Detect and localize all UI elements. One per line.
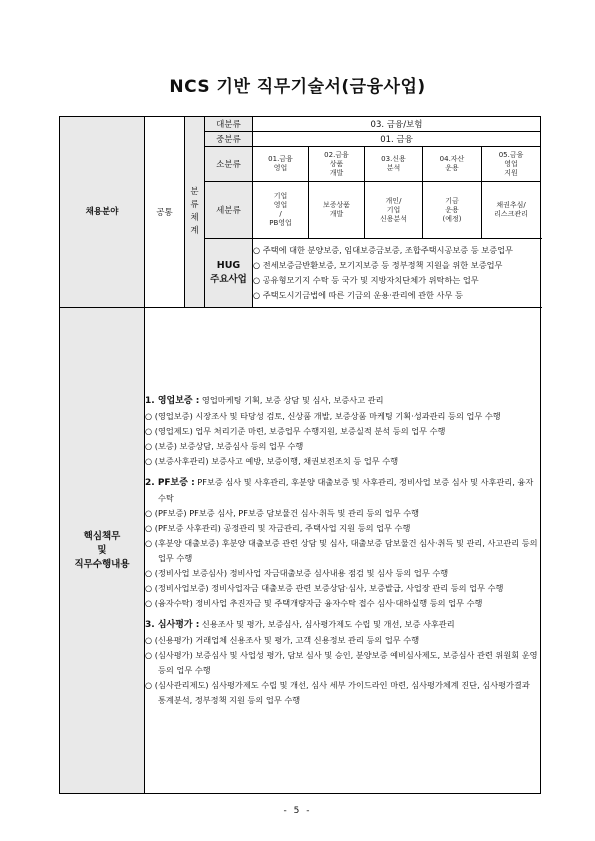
middle-value: 01. 금융: [253, 132, 541, 147]
page-number: - 5 -: [283, 806, 312, 816]
major-label: 대분류: [205, 117, 253, 132]
duty-section-desc: PF보증 심사 및 사후관리, 후분양 대출보증 및 사후관리, 정비사업 보증 심사 및 사후관리, 융자수탁: [158, 477, 534, 503]
job-description-table: [59, 116, 541, 794]
duty-item: ○ (정비사업보증) 정비사업자금 대출보증 관련 보증상담·심사, 보증발급, 사업장 관리 등의 업무 수행: [145, 583, 504, 593]
duty-section-heading: [145, 393, 540, 409]
duty-item: ○ (융자수탁) 정비사업 추진자금 및 주택개량자금 융자수탁 접수 심사·대하실행 등의 업무 수행: [145, 598, 483, 608]
duty-item: ○ (심사관리제도) 심사평가제도 수립 및 개선, 심사 세부 가이드라인 마련, 심사평가체계 진단, 심사평가결과 통계분석, 정부정책 지원 등의 업무 수행: [145, 680, 530, 705]
duties-label: 핵심책무 및 직무수행내용: [60, 308, 145, 794]
duty-section-title: 2. PF보증 :: [145, 478, 195, 488]
major-value: 03. 금융/보험: [253, 117, 541, 132]
minor-item: 01.금융 영업: [253, 147, 309, 182]
duty-item: ○ (PF보증) PF보증 심사, PF보증 담보물건 심사·취득 및 관리 등의 업무 수행: [145, 508, 420, 518]
duty-section-heading: [145, 617, 540, 633]
system-label-char: 체: [190, 213, 199, 223]
duty-item: ○ (심사평가) 보증심사 및 사업성 평가, 담보 심사 및 승인, 분양보증 예비심사제도, 보증심사 관련 위원회 운영 등의 업무 수행: [145, 650, 538, 675]
duty-section-desc: 신용조사 및 평가, 보증심사, 심사평가제도 수립 및 개선, 보증 사후관리: [199, 619, 455, 629]
duty-section-title: 1. 영업보증 :: [145, 396, 200, 406]
duty-item: ○ (영업제도) 업무 처리기준 마련, 보증업무 수행지원, 보증실적 분석 등의 업무 수행: [145, 426, 446, 436]
duty-item: ○ (보증) 보증상담, 보증심사 등의 업무 수행: [145, 441, 304, 451]
field-value: 공통: [145, 117, 185, 308]
detail-item: 개인/ 기업 신용분석: [365, 182, 423, 239]
system-label-char: 계: [190, 226, 199, 236]
duty-section-heading: [145, 475, 540, 506]
duty-section-desc: 영업마케팅 기획, 보증 상담 및 심사, 보증사고 관리: [199, 395, 384, 405]
detail-label: 세분류: [205, 182, 253, 239]
hug-label: HUG 주요사업: [205, 239, 253, 308]
hug-business-item: ○ 전세보증금반환보증, 모기지보증 등 정부정책 지원을 위한 보증업무: [253, 260, 503, 270]
minor-item: 02.금융 상품 개발: [309, 147, 365, 182]
detail-item: 기금 운용 (예정): [423, 182, 482, 239]
system-label-char: 분: [190, 187, 199, 197]
detail-item: 기업 영업 / PB영업: [253, 182, 309, 239]
middle-label: 중분류: [205, 132, 253, 147]
minor-label: 소분류: [205, 147, 253, 182]
page-title: NCS 기반 직무기술서(금융사업): [169, 77, 426, 97]
minor-item: 03.신용 분석: [365, 147, 423, 182]
recruit-field-label: 채용분야: [60, 117, 145, 308]
duties-content: [145, 308, 541, 794]
duty-item: ○ (보증사후관리) 보증사고 예방, 보증이행, 채권보전조치 등 업무 수행: [145, 456, 399, 466]
duty-item: ○ (신용평가) 거래업체 신용조사 및 평가, 고객 신용정보 관리 등의 업무 수행: [145, 635, 420, 645]
system-label-char: 류: [190, 200, 199, 210]
detail-item: 채권추심/ 리스크관리: [482, 182, 541, 239]
detail-item: 보증상품 개발: [309, 182, 365, 239]
hug-business-item: ○ 주택도시기금법에 따른 기금의 운용·관리에 관한 사무 등: [253, 290, 463, 300]
minor-item: 05.금융 영업 지원: [482, 147, 541, 182]
duty-item: ○ (후분양 대출보증) 후분양 대출보증 관련 상담 및 심사, 대출보증 담보물건 심사·취득 및 관리, 사고관리 등의 업무 수행: [145, 538, 538, 563]
duty-item: ○ (정비사업 보증심사) 정비사업 자금대출보증 심사내용 점검 및 심사 등의 업무 수행: [145, 568, 449, 578]
system-label: [185, 117, 205, 308]
duty-item: ○ (PF보증 사후관리) 공정관리 및 자금관리, 주택사업 지원 등의 업무 수행: [145, 523, 411, 533]
hug-business-list: [253, 239, 541, 308]
hug-business-item: ○ 공유형모기지 수탁 등 국가 및 지방자치단체가 위탁하는 업무: [253, 275, 479, 285]
minor-item: 04.자산 운용: [423, 147, 482, 182]
duty-item: ○ (영업보증) 시장조사 및 타당성 검토, 신상품 개발, 보증상품 마케팅 기획·성과관리 등의 업무 수행: [145, 411, 501, 421]
duty-section-title: 3. 심사평가 :: [145, 620, 200, 630]
hug-business-item: ○ 주택에 대한 분양보증, 임대보증금보증, 조합주택시공보증 등 보증업무: [253, 245, 513, 255]
